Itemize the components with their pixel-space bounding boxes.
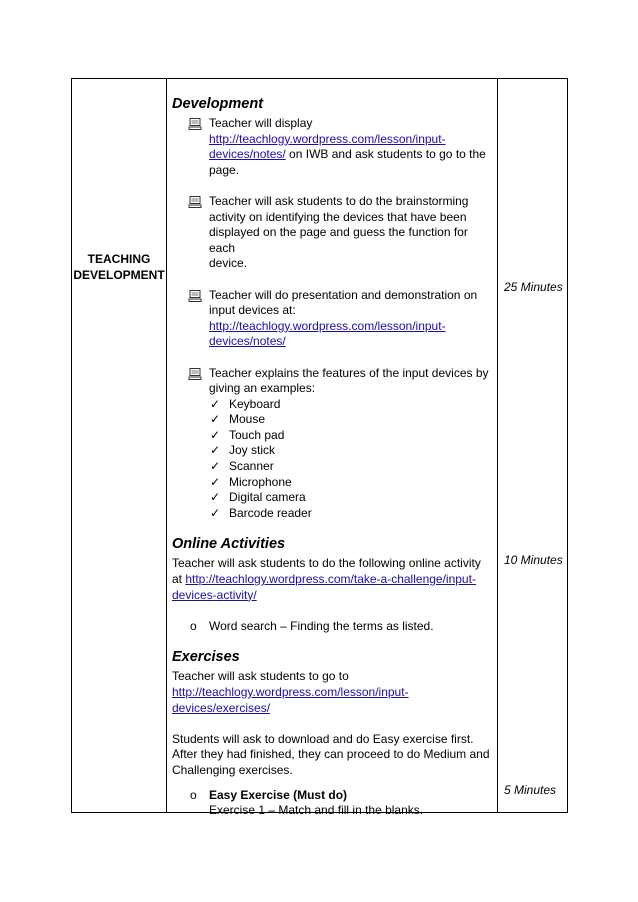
time-online: 10 Minutes	[504, 553, 563, 567]
checkmark-icon: ✓	[210, 474, 221, 489]
device-item: ✓ Microphone	[210, 474, 292, 489]
exercises-heading: Exercises	[172, 649, 240, 666]
column-divider	[166, 79, 167, 812]
checkmark-icon: ✓	[210, 443, 221, 458]
device-item: ✓ Keyboard	[210, 396, 281, 411]
list-item: Teacher will do presentation and demonstration on input devices at: http://teachlogy.wordpress.com/lesson/input- devices/notes/	[172, 288, 492, 350]
notes-link-cont[interactable]: devices/notes/	[209, 334, 286, 349]
checkmark-icon: ✓	[210, 490, 221, 505]
challenge-link[interactable]: http://teachlogy.wordpress.com/take-a-challenge/input-	[185, 572, 476, 587]
exercises-link-cont[interactable]: devices/exercises/	[172, 700, 271, 715]
computer-icon	[188, 367, 202, 381]
device-item: ✓ Joy stick	[210, 443, 276, 458]
time-development: 25 Minutes	[504, 280, 563, 294]
notes-link[interactable]: http://teachlogy.wordpress.com/lesson/input-	[209, 318, 446, 333]
time-exercises: 5 Minutes	[504, 783, 557, 797]
checkmark-icon: ✓	[210, 396, 221, 411]
computer-icon	[188, 289, 202, 303]
row-label: TEACHING DEVELOPMENT	[73, 252, 165, 282]
sub-item: o Easy Exercise (Must do)	[190, 787, 348, 802]
online-heading: Online Activities	[172, 536, 286, 553]
activity-content: Development Teacher will display http://teachlogy.wordpress.com/lesson/input- devices/notes/ on IWB and ask students to go to the page. Teacher will ask students to do the brainstorming activity on identifying the devices that have been displayed on the page and guess the function for each device. Teacher will do presentation and demonstration on input devices at: http://teachlogy.wordpress.com/lesson/input- devices/notes/ Teacher explains the features of the input devices by giving an examples: ✓ Keyboard ✓ Mouse ✓ Touch pad ✓ Joy stick ✓ Scanner ✓ Microphone ✓ Digital camera ✓ Barcode reader Online Activities Teacher will ask students to do the following online activity at http://teachlogy.wordpress.com/take-a-challenge/input- devices-activity/ o Word search – Finding the terms as listed. Exercises Teacher will ask students to go to http://teachlogy.wordpress.com/lesson/input- devices/exercises/ Students will ask to download and do Easy exercise first. After they had finished, they can proceed to do Medium and Challenging exercises. o Easy Exercise (Must do) Exercise 1 – Match and fill in the blanks.	[172, 95, 492, 819]
checkmark-icon: ✓	[210, 427, 221, 442]
checkmark-icon: ✓	[210, 459, 221, 474]
device-item: ✓ Touch pad	[210, 427, 285, 442]
column-divider	[497, 79, 498, 812]
checkmark-icon: ✓	[210, 505, 221, 520]
device-item: ✓ Scanner	[210, 459, 274, 474]
checkmark-icon: ✓	[210, 412, 221, 427]
circle-bullet-icon: o	[190, 618, 197, 633]
notes-link[interactable]: http://teachlogy.wordpress.com/lesson/input-	[209, 131, 446, 146]
development-heading: Development	[172, 96, 264, 112]
lesson-plan-table	[71, 78, 568, 818]
device-item: ✓ Digital camera	[210, 490, 306, 505]
device-item: ✓ Mouse	[210, 412, 266, 427]
list-item: Teacher will ask students to do the brainstorming activity on identifying the devices that have been displayed on the page and guess the function for each device.	[172, 194, 492, 272]
circle-bullet-icon: o	[190, 787, 197, 802]
exercises-link[interactable]: http://teachlogy.wordpress.com/lesson/input-	[172, 685, 409, 699]
list-item: Teacher will display http://teachlogy.wordpress.com/lesson/input- devices/notes/ on IWB and ask students to go to the page.	[172, 116, 492, 178]
notes-link-cont[interactable]: devices/notes/	[209, 147, 286, 162]
sub-item: o Word search – Finding the terms as listed.	[190, 618, 434, 633]
computer-icon	[188, 195, 202, 209]
list-item: Teacher explains the features of the input devices by giving an examples:	[172, 366, 492, 397]
device-item: ✓ Barcode reader	[210, 505, 312, 520]
computer-icon	[188, 117, 202, 131]
challenge-link-cont[interactable]: devices-activity/	[172, 587, 257, 602]
